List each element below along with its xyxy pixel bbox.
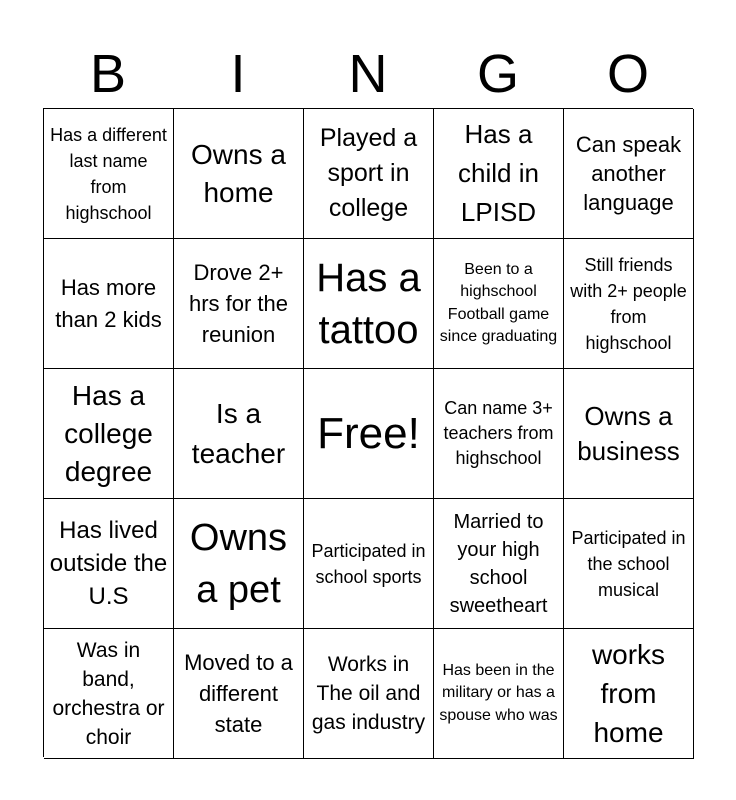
bingo-cell[interactable] <box>564 499 694 629</box>
bingo-cell[interactable] <box>44 109 174 239</box>
cell-text: Works in The oil and gas industry <box>311 653 426 734</box>
cell-text: Was in band, orchestra or choir <box>52 638 165 749</box>
cell-text: Drove 2+ hrs for the reunion <box>188 260 289 347</box>
bingo-cell[interactable] <box>174 499 304 629</box>
cell-text: Been to a highschool Football game since graduating <box>439 260 558 345</box>
bingo-cell[interactable] <box>44 239 174 369</box>
bingo-cell[interactable] <box>44 499 174 629</box>
bingo-header <box>43 40 693 108</box>
cell-text: Moved to a different state <box>184 650 293 737</box>
cell-text: works from home <box>591 639 666 748</box>
cell-text: Owns a home <box>191 138 286 208</box>
bingo-cell[interactable] <box>564 369 694 499</box>
cell-text: Free! <box>317 408 420 458</box>
bingo-cell[interactable] <box>174 369 304 499</box>
bingo-cell[interactable] <box>434 239 564 369</box>
cell-text: Owns a business <box>577 400 680 466</box>
cell-text: Has a college degree <box>64 379 153 487</box>
header-letter-i: I <box>230 44 246 104</box>
bingo-board <box>43 108 693 757</box>
cell-text: Participated in school sports <box>311 540 426 587</box>
cell-text: Married to your high school sweetheart <box>449 510 548 617</box>
header-letter-n: N <box>348 44 388 104</box>
bingo-cell[interactable] <box>44 369 174 499</box>
bingo-cell[interactable] <box>174 239 304 369</box>
bingo-cell[interactable] <box>564 109 694 239</box>
bingo-cell[interactable] <box>304 369 434 499</box>
cell-text: Has lived outside the U.S <box>49 517 168 610</box>
bingo-cell[interactable] <box>304 239 434 369</box>
cell-text: Still friends with 2+ people from highschool <box>570 254 687 353</box>
bingo-cell[interactable] <box>434 629 564 759</box>
cell-text: Can name 3+ teachers from highschool <box>443 398 554 468</box>
cell-text: Can speak another language <box>575 132 682 215</box>
cell-text: Has more than 2 kids <box>55 274 162 332</box>
bingo-cell[interactable] <box>434 499 564 629</box>
bingo-cell[interactable] <box>304 629 434 759</box>
bingo-cell[interactable] <box>564 239 694 369</box>
cell-text: Has a child in LPISD <box>458 119 539 227</box>
bingo-cell[interactable] <box>174 629 304 759</box>
cell-text: Participated in the school musical <box>571 527 686 600</box>
header-letter-b: B <box>89 44 127 104</box>
cell-text: Has been in the military or has a spouse who was <box>439 661 558 724</box>
cell-text: Is a teacher <box>191 397 286 469</box>
cell-text: Played a sport in college <box>319 124 418 222</box>
bingo-cell[interactable] <box>174 109 304 239</box>
cell-text: Owns a pet <box>189 516 288 611</box>
header-letter-o: O <box>606 44 649 104</box>
header-letter-g: G <box>476 44 519 104</box>
bingo-cell[interactable] <box>434 369 564 499</box>
bingo-cell[interactable] <box>564 629 694 759</box>
bingo-cell[interactable] <box>434 109 564 239</box>
bingo-cell[interactable] <box>44 629 174 759</box>
bingo-cell[interactable] <box>304 499 434 629</box>
cell-text: Has a different last name from highschool <box>50 124 167 223</box>
cell-text: Has a tattoo <box>316 255 421 352</box>
bingo-cell[interactable] <box>304 109 434 239</box>
